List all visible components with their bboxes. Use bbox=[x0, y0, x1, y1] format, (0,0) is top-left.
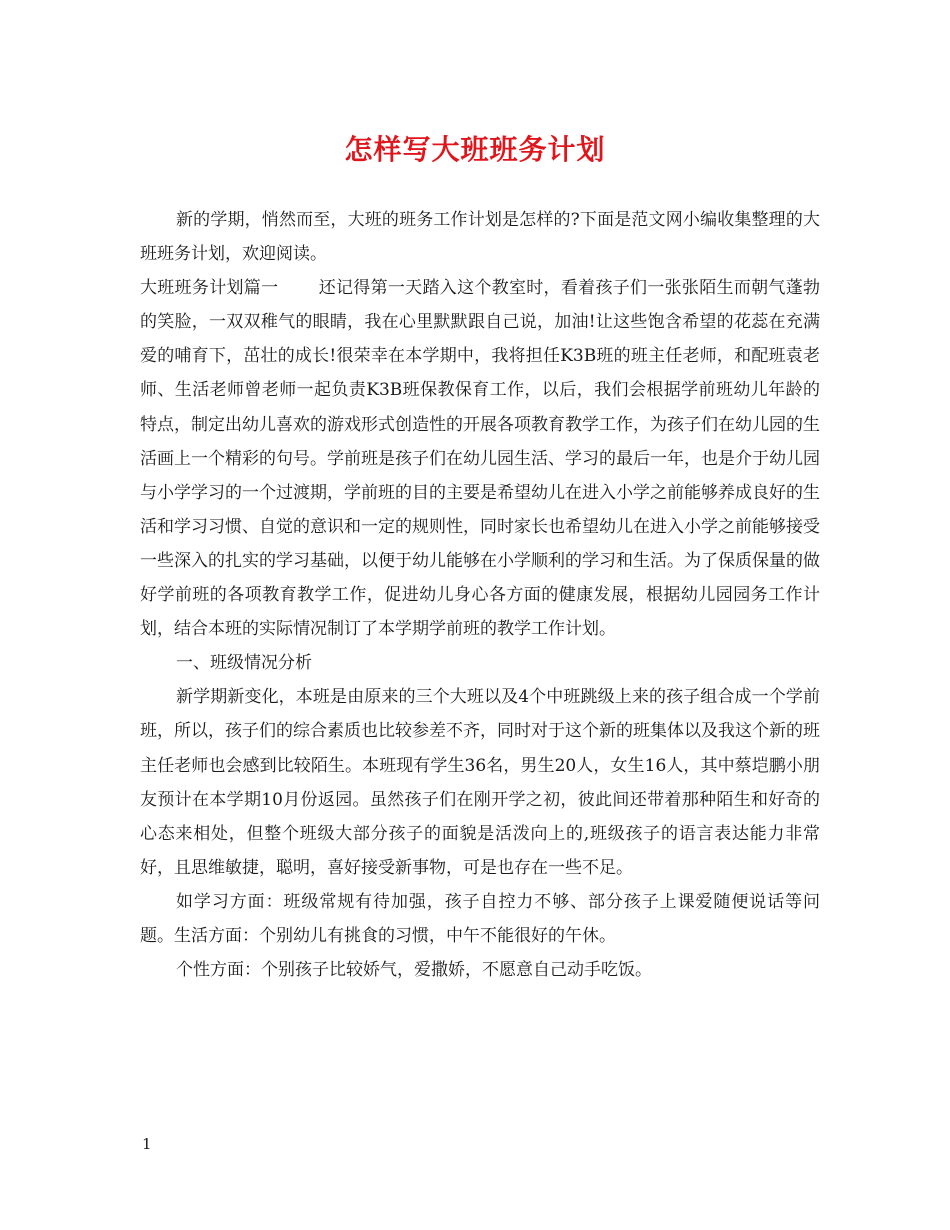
page-number: 1 bbox=[142, 1135, 152, 1153]
study-life-paragraph: 如学习方面：班级常规有待加强，孩子自控力不够、部分孩子上课爱随便说话等问题。生活方面：个别幼儿有挑食的习惯，中午不能很好的午休。 bbox=[140, 891, 820, 946]
document-body bbox=[140, 203, 820, 987]
personality-paragraph: 个性方面：个别孩子比较娇气，爱撒娇，不愿意自己动手吃饭。 bbox=[176, 960, 652, 981]
section-heading: 一、班级情况分析 bbox=[176, 653, 312, 674]
intro-paragraph: 新的学期，悄然而至，大班的班务工作计划是怎样的?下面是范文网小编收集整理的大班班务计划，欢迎阅读。 bbox=[140, 210, 820, 265]
class-analysis-paragraph: 新学期新变化，本班是由原来的三个大班以及4个中班跳级上来的孩子组合成一个学前班，所以，孩子们的综合素质也比较参差不齐，同时对于这个新的班集体以及我这个新的班主任老师也会感到比较陌生。本班现有学生36名，男生20人，女生16人，其中蔡垲鹏小朋友预计在本学期10月份返园。虽然孩子们在刚开学之初，彼此间还带着那种陌生和好奇的心态来相处，但整个班级大部分孩子的面貌是活泼向上的,班级孩子的语言表达能力非常好，且思维敏捷，聪明，喜好接受新事物，可是也存在一些不足。 bbox=[140, 687, 820, 878]
section-label: 大班班务计划篇一 bbox=[140, 278, 279, 299]
page-title: 怎样写大班班务计划 bbox=[344, 133, 606, 166]
section-paragraph bbox=[140, 271, 820, 646]
section-text: 还记得第一天踏入这个教室时，看着孩子们一张张陌生而朝气蓬勃的笑脸，一双双稚气的眼睛，我在心里默默跟自己说，加油!让这些饱含希望的花蕊在充满爱的哺育下，茁壮的成长!很荣幸在本学期中，我将担任K3B班的班主任老师，和配班袁老师、生活老师曾老师一起负责K3B班保教保育工作，以后，我们会根据学前班幼儿年龄的特点，制定出幼儿喜欢的游戏形式创造性的开展各项教育教学工作，为孩子们在幼儿园的生活画上一个精彩的句号。学前班是孩子们在幼儿园生活、学习的最后一年，也是介于幼儿园与小学学习的一个过渡期，学前班的目的主要是希望幼儿在进入小学之前能够养成良好的生活和学习习惯、自觉的意识和一定的规则性，同时家长也希望幼儿在进入小学之前能够接受一些深入的扎实的学习基础，以便于幼儿能够在小学顺利的学习和生活。为了保质保量的做好学前班的各项教育教学工作，促进幼儿身心各方面的健康发展，根据幼儿园园务工作计划，结合本班的实际情况制订了本学期学前班的教学工作计划。 bbox=[140, 278, 821, 640]
